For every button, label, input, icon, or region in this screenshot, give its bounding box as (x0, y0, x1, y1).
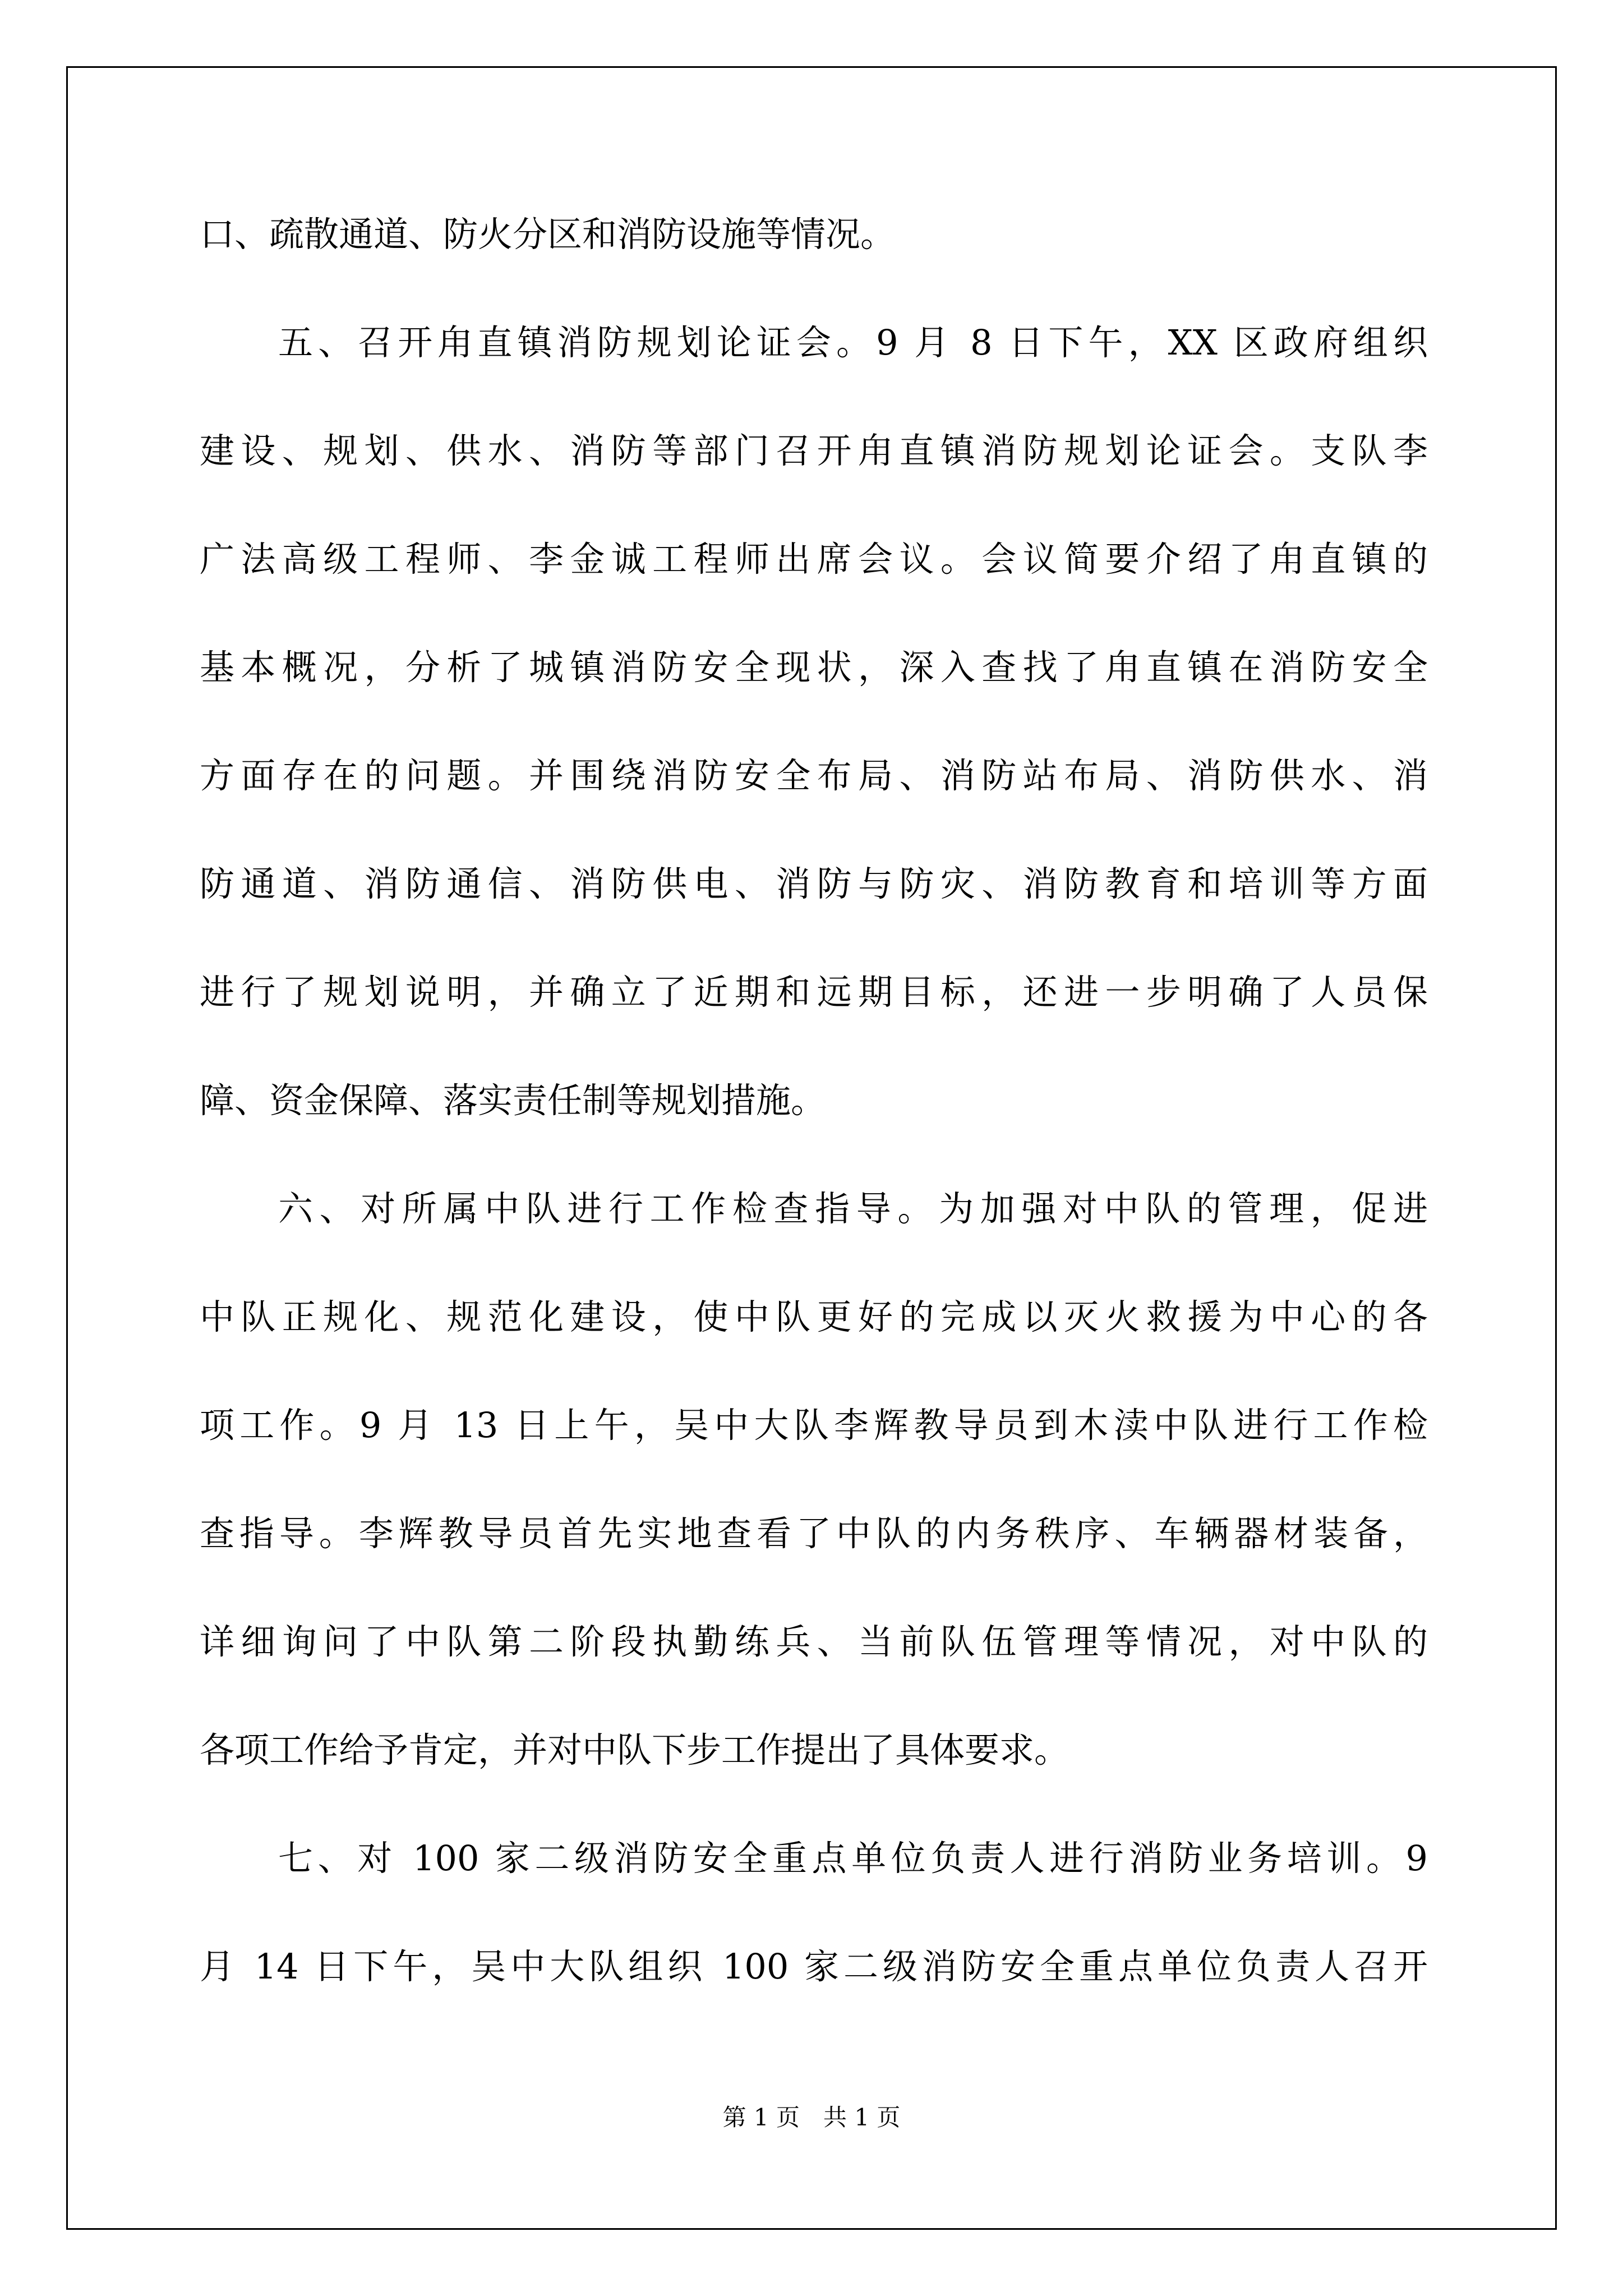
text-line: 方面存在的问题。并围绕消防安全布局、消防站布局、消防供水、消 (200, 755, 1428, 796)
page-footer: 第 1 页 共 1 页 (722, 2104, 901, 2131)
text-line: 五、召开甪直镇消防规划论证会。9 月 8 日下午，XX 区政府组织 (278, 322, 1428, 363)
text-line: 广法高级工程师、李金诚工程师出席会议。会议简要介绍了甪直镇的 (200, 539, 1428, 579)
text-line: 建设、规划、供水、消防等部门召开甪直镇消防规划论证会。支队李 (200, 430, 1428, 471)
text-line: 月 14 日下午，吴中大队组织 100 家二级消防安全重点单位负责人召开 (200, 1946, 1428, 1987)
text-line: 防通道、消防通信、消防供电、消防与防灾、消防教育和培训等方面 (200, 863, 1428, 904)
text-line: 七、对 100 家二级消防安全重点单位负责人进行消防业务培训。9 (278, 1838, 1428, 1879)
text-line: 障、资金保障、落实责任制等规划措施。 (200, 1080, 826, 1121)
text-line: 中队正规化、规范化建设，使中队更好的完成以灭火救援为中心的各 (200, 1296, 1428, 1337)
text-line: 查指导。李辉教导员首先实地查看了中队的内务秩序、车辆器材装备， (200, 1513, 1428, 1554)
text-line: 进行了规划说明，并确立了近期和远期目标，还进一步明确了人员保 (200, 972, 1428, 1013)
text-line: 基本概况，分析了城镇消防安全现状，深入查找了甪直镇在消防安全 (200, 647, 1428, 688)
text-line: 口、疏散通道、防火分区和消防设施等情况。 (200, 214, 896, 255)
text-line: 六、对所属中队进行工作检查指导。为加强对中队的管理，促进 (278, 1188, 1428, 1229)
document-body (200, 201, 1428, 2041)
text-line: 项工作。9 月 13 日上午，吴中大队李辉教导员到木渎中队进行工作检 (200, 1405, 1428, 1446)
text-line: 详细询问了中队第二阶段执勤练兵、当前队伍管理等情况，对中队的 (200, 1621, 1428, 1662)
text-line: 各项工作给予肯定，并对中队下步工作提出了具体要求。 (200, 1729, 1069, 1770)
